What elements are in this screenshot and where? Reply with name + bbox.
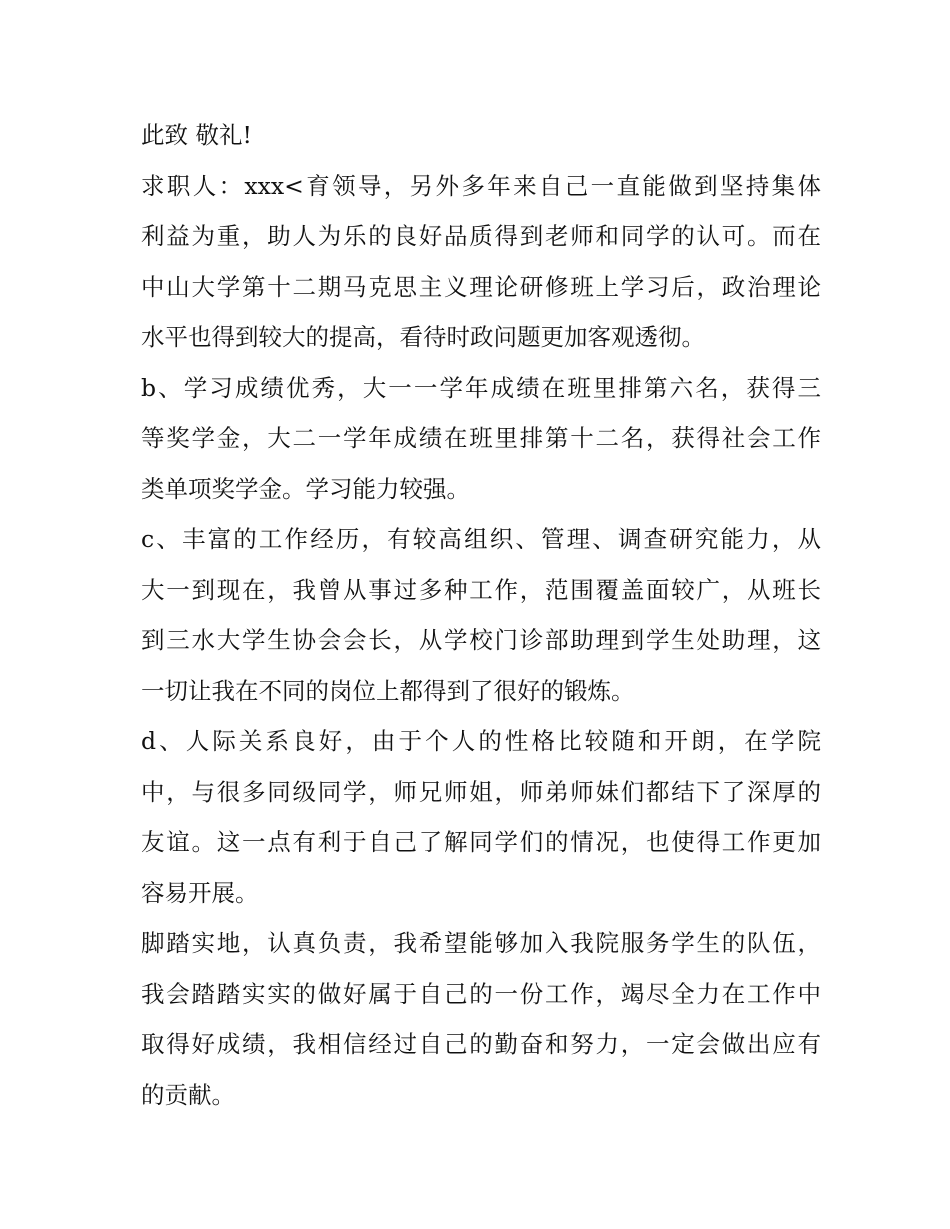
text-line: 的贡献。 [141,1080,235,1109]
text-line: 利益为重，助人为乐的良好品质得到老师和同学的认可。而在 [141,222,821,250]
text-line: 类单项奖学金。学习能力较强。 [141,474,470,503]
text-line: 脚踏实地，认真负责，我希望能够加入我院服务学生的队伍， [141,929,821,957]
text-line: 容易开展。 [141,878,259,907]
text-line: 友谊。这一点有利于自己了解同学们的情况，也使得工作更加 [141,828,821,856]
text-line: 取得好成绩，我相信经过自己的勤奋和努力，一定会做出应有 [141,1030,821,1058]
text-line: 中山大学第十二期马克思主义理论研修班上学习后，政治理论 [141,272,821,301]
text-line: 大一到现在，我曾从事过多种工作，范围覆盖面较广，从班长 [141,575,821,604]
text-line: 一切让我在不同的岗位上都得到了很好的锻炼。 [141,676,635,705]
text-line: c、丰富的工作经历，有较高组织、管理、调查研究能力，从 [141,525,821,553]
closing-salutation: 此致 敬礼! [141,121,252,149]
text-line: 到三水大学生协会会长，从学校门诊部助理到学生处助理，这 [141,626,821,654]
text-line: d、人际关系良好，由于个人的性格比较随和开朗，在学院 [141,727,821,755]
text-line: 我会踏踏实实的做好属于自己的一份工作，竭尽全力在工作中 [141,979,821,1008]
text-line: 水平也得到较大的提高，看待时政问题更加客观透彻。 [141,323,705,351]
text-line: 求职人：xxx<育领导，另外多年来自己一直能做到坚持集体 [141,171,821,200]
text-line: 等奖学金，大二一学年成绩在班里排第十二名，获得社会工作 [141,424,821,452]
letter-body [141,110,821,1120]
text-line: 中，与很多同级同学，师兄师姐，师弟师妹们都结下了深厚的 [141,777,821,806]
text-line: b、学习成绩优秀，大一一学年成绩在班里排第六名，获得三 [141,373,821,402]
